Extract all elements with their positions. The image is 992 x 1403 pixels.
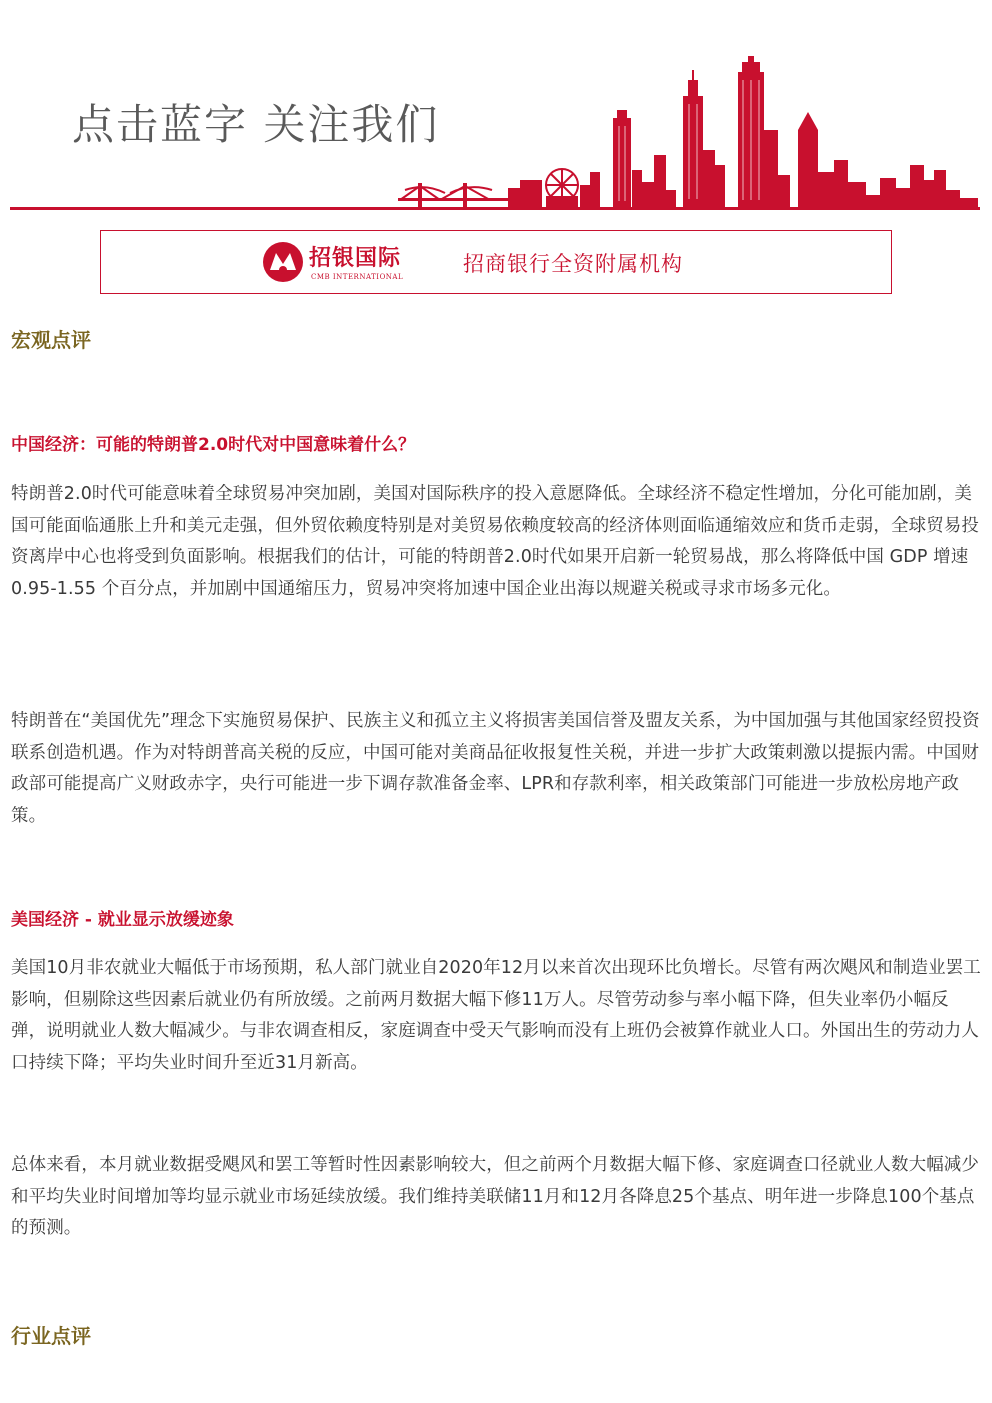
section-title-industry: 行业点评 bbox=[11, 1324, 91, 1348]
article-title-china: 中国经济：可能的特朗普2.0时代对中国意味着什么？ bbox=[11, 435, 416, 455]
article-paragraph: 特朗普2.0时代可能意味着全球贸易冲突加剧，美国对国际秩序的投入意愿降低。全球经济不稳定性增加，分化可能加剧，美国可能面临通胀上升和美元走强，但外贸依赖度特别是对美贸易依赖度较高的经济体则面临通缩效应和货币走弱，全球贸易投资离岸中心也将受到负面影响。根据我们的估计，可能的特朗普2.0时代如果开启新一轮贸易战，那么将降低中国 GDP 增速0.95-1.55 个百分点，并加剧中国通缩压力，贸易冲突将加速中国企业出海以规避关税或寻求市场多元化。 bbox=[11, 484, 979, 599]
logo-text-en: CMB INTERNATIONAL bbox=[311, 273, 404, 281]
article-paragraph: 特朗普在“美国优先”理念下实施贸易保护、民族主义和孤立主义将损害美国信誉及盟友关系，为中国加强与其他国家经贸投资联系创造机遇。作为对特朗普高关税的反应，中国可能对美商品征收报复性关税，并进一步扩大政策刺激以提振内需。中国财政部可能提高广义财政赤字，央行可能进一步下调存款准备金率、LPR和存款利率，相关政策部门可能进一步放松房地产政策。 bbox=[11, 711, 980, 826]
brand-box bbox=[100, 230, 892, 294]
article-paragraph: 美国10月非农就业大幅低于市场预期，私人部门就业自2020年12月以来首次出现环比负增长。尽管有两次飓风和制造业罢工影响，但剔除这些因素后就业仍有所放缓。之前两月数据大幅下修11万人。尽管劳动参与率小幅下降，但失业率仍小幅反弹，说明就业人数大幅减少。与非农调查相反，家庭调查中受天气影响而没有上班仍会被算作就业人口。外国出生的劳动力人口持续下降；平均失业时间升至近31月新高。 bbox=[11, 958, 981, 1073]
follow-us-title[interactable]: 点击蓝字 关注我们 bbox=[72, 100, 440, 149]
article-title-us: 美国经济 - 就业显示放缓迹象 bbox=[11, 910, 234, 930]
header-banner bbox=[0, 0, 992, 215]
logo-text-cn: 招银国际 bbox=[309, 245, 402, 271]
article-paragraph: 总体来看，本月就业数据受飓风和罢工等暂时性因素影响较大，但之前两个月数据大幅下修、家庭调查口径就业人数大幅减少和平均失业时间增加等均显示就业市场延续放缓。我们维持美联储11月和12月各降息25个基点、明年进一步降息100个基点的预测。 bbox=[11, 1155, 979, 1238]
section-title-macro: 宏观点评 bbox=[11, 328, 91, 352]
brand-subtitle: 招商银行全资附属机构 bbox=[463, 252, 683, 276]
cmb-logo-icon bbox=[261, 240, 305, 284]
